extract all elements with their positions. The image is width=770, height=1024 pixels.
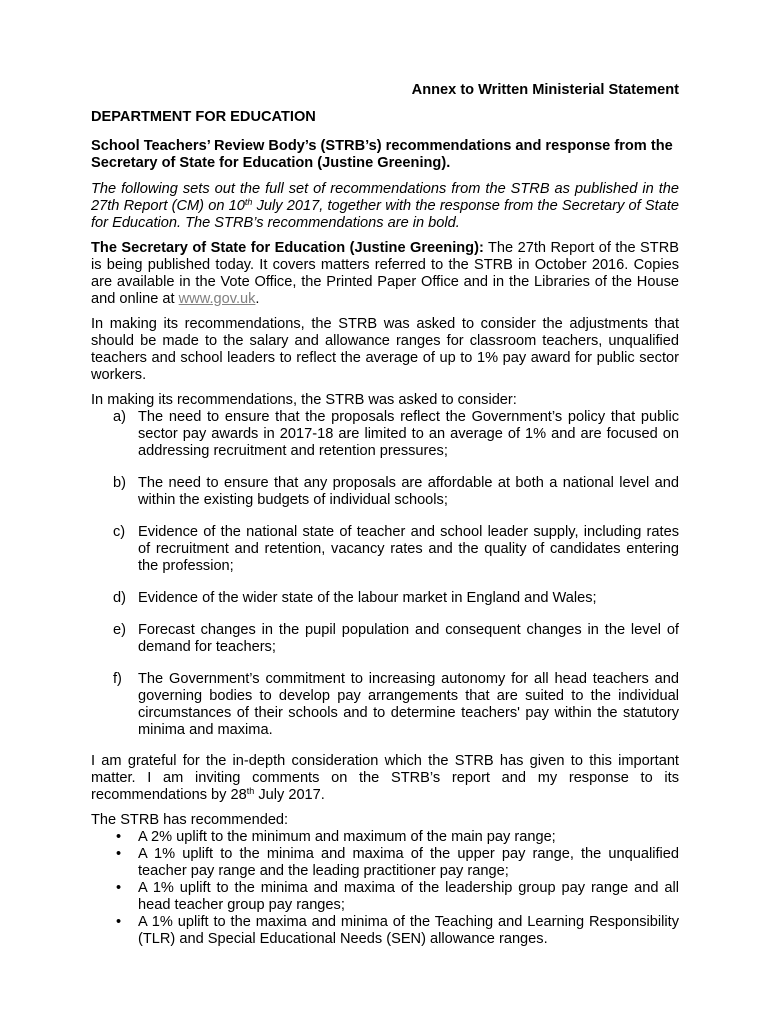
- recommended-list: [91, 829, 679, 948]
- list-marker: f): [113, 671, 122, 687]
- grateful-end: July 2017.: [254, 787, 325, 803]
- adjustments-paragraph: In making its recommendations, the STRB was asked to consider the adjustments that should be made to the salary and allowance ranges for classroom teachers, unqualified teachers and school leaders to reflect the average of up to 1% pay award for public sector workers.: [91, 316, 679, 383]
- list-item-text: Forecast changes in the pupil population and consequent changes in the level of demand for teachers;: [138, 622, 679, 655]
- list-item-text: A 1% uplift to the minima and maxima of the leadership group pay range and all head teacher group pay ranges;: [138, 880, 679, 913]
- consider-intro: In making its recommendations, the STRB was asked to consider:: [91, 392, 517, 408]
- gov-uk-link[interactable]: www.gov.uk: [178, 291, 256, 307]
- document-body: [91, 82, 679, 948]
- list-marker: e): [113, 622, 126, 638]
- annex-label: Annex to Written Ministerial Statement: [411, 82, 679, 98]
- list-item-text: The need to ensure that any proposals are affordable at both a national level and within the existing budgets of individual schools;: [138, 475, 679, 508]
- list-item: [91, 914, 679, 948]
- intro-text-1: The following sets out the full set of recommendations from the STRB as published in the 27th Report (CM) on 10: [91, 181, 679, 214]
- list-marker: d): [113, 590, 126, 606]
- list-item-text: A 1% uplift to the maxima and minima of the Teaching and Learning Responsibility (TLR) and Special Educational Needs (SEN) allowance ranges.: [138, 914, 679, 947]
- grateful-text: I am grateful for the in-depth consideration which the STRB has given to this important matter. I am inviting comments on the STRB’s report and my response to its recommendations by 28: [91, 753, 679, 803]
- list-item-text: The Government’s commitment to increasing autonomy for all head teachers and governing bodies to develop pay arrangements that are suited to the individual circumstances of their schools and to determine teachers' pay within the statutory minima and maxima.: [138, 671, 679, 738]
- list-item: [91, 409, 679, 460]
- bullet-marker: •: [116, 829, 122, 845]
- consider-list: [91, 409, 679, 739]
- response-paragraph: [91, 240, 679, 308]
- intro-superscript: th: [244, 197, 253, 207]
- list-item-text: Evidence of the wider state of the labour market in England and Wales;: [138, 590, 597, 606]
- response-text: The 27th Report of the STRB is being published today. It covers matters referred to the STRB in October 2016. Copies are available in the Vote Office, the Printed Paper Office and in the Libraries of the House and online at: [91, 240, 679, 307]
- bullet-marker: •: [116, 880, 122, 896]
- list-item: [91, 475, 679, 509]
- recommended-intro: The STRB has recommended:: [91, 812, 289, 828]
- list-item-text: A 2% uplift to the minimum and maximum of the main pay range;: [138, 829, 556, 845]
- intro-text-2: July 2017, together with the response from the Secretary of State for Education. The STRB’s recommendations are in bold.: [91, 198, 679, 231]
- response-speaker: The Secretary of State for Education (Justine Greening):: [91, 240, 484, 256]
- list-item: [91, 524, 679, 575]
- response-end: .: [255, 291, 260, 307]
- department-heading: DEPARTMENT FOR EDUCATION: [91, 109, 316, 125]
- intro-paragraph: [91, 181, 679, 232]
- list-item-text: A 1% uplift to the minima and maxima of the upper pay range, the unqualified teacher pay range and the leading practitioner pay range;: [138, 846, 679, 879]
- list-item: [91, 590, 679, 607]
- list-item-text: Evidence of the national state of teacher and school leader supply, including rates of recruitment and retention, vacancy rates and the quality of candidates entering the profession;: [138, 524, 679, 574]
- list-marker: a): [113, 409, 126, 425]
- bullet-marker: •: [116, 846, 122, 862]
- list-item: [91, 880, 679, 914]
- document-title: School Teachers’ Review Body’s (STRB’s) recommendations and response from the Secretary of State for Education (Justine Greening).: [91, 138, 673, 171]
- list-marker: b): [113, 475, 126, 491]
- list-item: [91, 846, 679, 880]
- list-item: [91, 829, 679, 846]
- list-item-text: The need to ensure that the proposals reflect the Government’s policy that public sector pay awards in 2017-18 are limited to an average of 1% and are focused on addressing recruitment and retention pressures;: [138, 409, 679, 459]
- list-item: [91, 622, 679, 656]
- bullet-marker: •: [116, 914, 122, 930]
- grateful-superscript: th: [246, 786, 255, 796]
- list-marker: c): [113, 524, 126, 540]
- grateful-paragraph: [91, 753, 679, 804]
- list-item: [91, 671, 679, 739]
